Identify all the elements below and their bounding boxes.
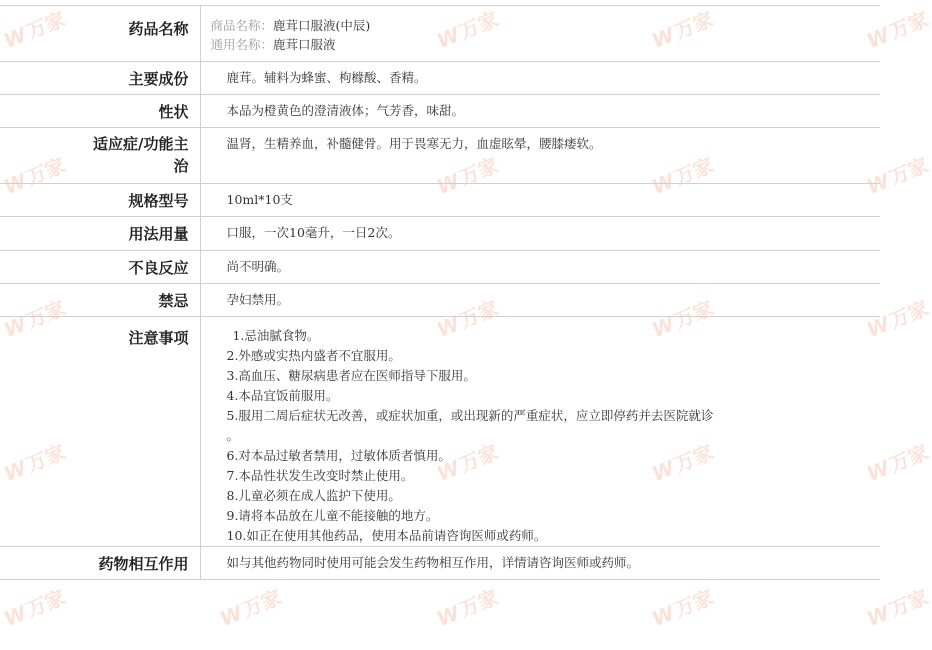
row-appearance	[0, 95, 880, 128]
appearance-value: 本品为橙黄色的澄清液体；气芳香，味甜。	[200, 95, 880, 128]
contraindications-label: 禁忌	[0, 284, 200, 317]
precaution-item: 10.如正在使用其他药品，使用本品前请咨询医师或药师。	[226, 528, 547, 543]
drug-info-table	[0, 5, 880, 580]
appearance-label: 性状	[0, 95, 200, 128]
specification-value: 10ml*10支	[200, 184, 880, 217]
watermark: W万家	[433, 152, 502, 200]
watermark: W万家	[0, 6, 69, 54]
row-indications	[0, 128, 880, 184]
precaution-item: 5.服用二周后症状无改善，或症状加重，或出现新的严重症状，应立即停药并去医院就诊	[226, 408, 714, 423]
contraindications-value: 孕妇禁用。	[200, 284, 880, 317]
indications-label-line2: 治	[173, 157, 189, 175]
watermark: W万家	[433, 584, 502, 632]
watermark: W万家	[863, 584, 932, 632]
watermark: W万家	[0, 439, 69, 487]
ingredients-value: 鹿茸。辅料为蜂蜜、枸橼酸、香精。	[200, 62, 880, 95]
watermark: W万家	[648, 439, 717, 487]
generic-name-value: 鹿茸口服液	[273, 37, 336, 52]
watermark: W万家	[648, 152, 717, 200]
watermark: W万家	[0, 295, 69, 343]
row-precautions	[0, 317, 880, 547]
watermark: W万家	[863, 152, 932, 200]
row-adverse-reactions	[0, 251, 880, 284]
adverse-reactions-value: 尚不明确。	[200, 251, 880, 284]
generic-name-line	[211, 35, 881, 54]
precaution-item: 7.本品性状发生改变时禁止使用。	[226, 468, 414, 483]
specification-label: 规格型号	[0, 184, 200, 217]
watermark: W万家	[863, 439, 932, 487]
trade-name-value: 鹿茸口服液(中辰)	[273, 18, 371, 33]
row-drug-name	[0, 6, 880, 62]
watermark: W万家	[433, 6, 502, 54]
row-specification	[0, 184, 880, 217]
adverse-reactions-label: 不良反应	[0, 251, 200, 284]
row-dosage	[0, 217, 880, 251]
watermark: W万家	[433, 295, 502, 343]
precaution-item: 。	[226, 428, 240, 443]
precaution-item: 3.高血压、糖尿病患者应在医师指导下服用。	[226, 368, 476, 383]
interactions-value: 如与其他药物同时使用可能会发生药物相互作用，详情请咨询医师或药师。	[200, 547, 880, 580]
precaution-item: 1.忌油腻食物。	[232, 328, 320, 343]
trade-name-line	[211, 16, 881, 35]
indications-label	[0, 128, 200, 184]
watermark: W万家	[648, 295, 717, 343]
generic-name-key: 通用名称：	[210, 37, 274, 52]
precautions-label: 注意事项	[0, 317, 200, 547]
drug-name-value	[200, 6, 880, 62]
trade-name-key: 商品名称：	[210, 18, 274, 33]
drug-name-label: 药品名称	[0, 6, 200, 62]
watermark: W万家	[648, 584, 717, 632]
ingredients-label: 主要成份	[0, 62, 200, 95]
watermark: W万家	[216, 584, 285, 632]
indications-value: 温肾，生精养血，补髓健骨。用于畏寒无力，血虚眩晕，腰膝痿软。	[200, 128, 880, 184]
watermark: W万家	[863, 295, 932, 343]
precaution-item: 8.儿童必须在成人监护下使用。	[226, 488, 401, 503]
dosage-value: 口服，一次10毫升，一日2次。	[200, 217, 880, 251]
precaution-item: 4.本品宜饭前服用。	[226, 388, 339, 403]
interactions-label: 药物相互作用	[0, 547, 200, 580]
precaution-item: 6.对本品过敏者禁用，过敏体质者慎用。	[226, 448, 451, 463]
row-interactions	[0, 547, 880, 580]
watermark: W万家	[0, 584, 69, 632]
precaution-item: 2.外感或实热内盛者不宜服用。	[226, 348, 401, 363]
precautions-value	[200, 317, 880, 547]
watermark: W万家	[0, 152, 69, 200]
indications-label-line1: 适应症/功能主	[93, 135, 189, 153]
row-contraindications	[0, 284, 880, 317]
watermark: W万家	[863, 6, 932, 54]
dosage-label: 用法用量	[0, 217, 200, 251]
watermark: W万家	[648, 6, 717, 54]
precaution-item: 9.请将本品放在儿童不能接触的地方。	[226, 508, 439, 523]
row-ingredients	[0, 62, 880, 95]
watermark: W万家	[433, 439, 502, 487]
